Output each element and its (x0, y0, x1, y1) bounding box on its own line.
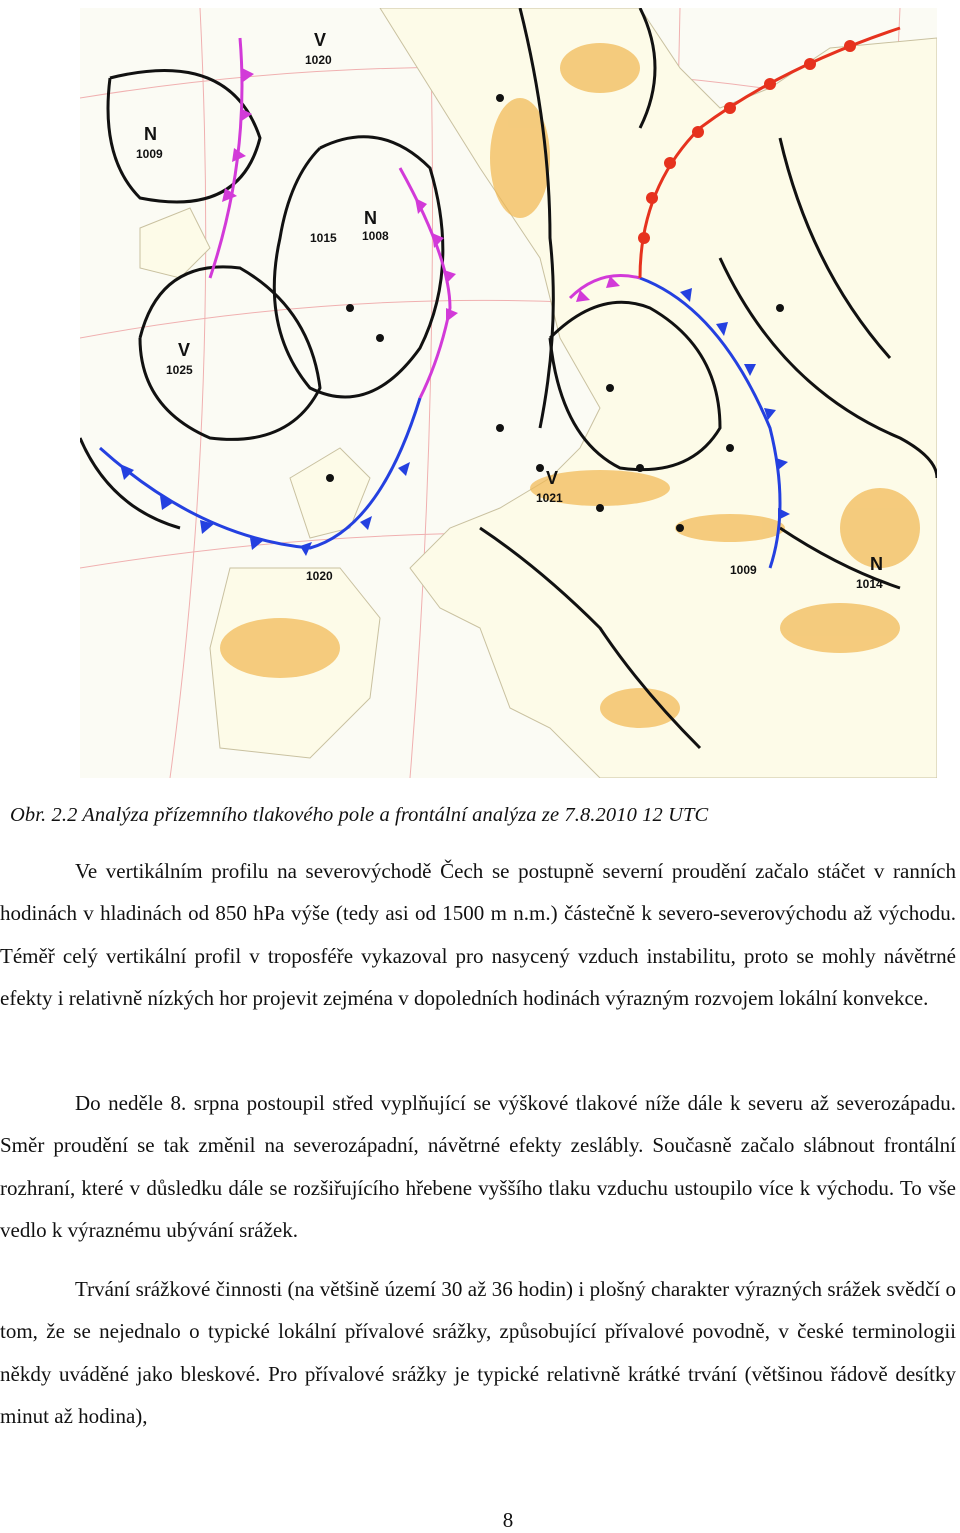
paragraph (0, 1268, 956, 1438)
pressure-label: 1009 (136, 147, 163, 161)
pressure-label: 1015 (310, 231, 337, 245)
pressure-label: 1021 (536, 491, 563, 505)
weather-map-figure (80, 8, 937, 778)
paragraph (0, 1082, 956, 1252)
pressure-label: 1014 (856, 577, 883, 591)
page-number: 8 (502, 1508, 514, 1532)
pressure-label: 1008 (362, 229, 389, 243)
pressure-label: 1020 (305, 53, 332, 67)
center-letter: N (870, 554, 883, 574)
center-letter: V (314, 30, 327, 50)
center-letter: V (546, 468, 559, 488)
figure-caption: Obr. 2.2 Analýza přízemního tlakového pole a frontální analýza ze 7.8.2010 12 UTC (10, 804, 709, 826)
weather-map (80, 8, 937, 778)
pressure-label: 1020 (306, 569, 333, 583)
paragraph-text: Trvání srážkové činnosti (na většině území 30 až 36 hodin) i plošný charakter výrazných srážek svědčí o tom, že se nejednalo o typické lokální přívalové srážky, způsobující přívalové povodně, v české terminologii někdy uváděné jako bleskové. Pro přívalové srážky je typické relativně krátké trvání (většinou řádově desítky minut až hodina), (0, 1277, 956, 1429)
paragraph (0, 850, 956, 1020)
center-letter: N (364, 208, 377, 228)
pressure-label: 1009 (730, 563, 757, 577)
center-letter: V (178, 340, 191, 360)
pressure-label: 1025 (166, 363, 193, 377)
center-letter: N (144, 124, 157, 144)
paragraph-text: Do neděle 8. srpna postoupil střed vyplňující se výškové tlakové níže dále k severu až severozápadu. Směr proudění se tak změnil na severozápadní, návětrné efekty zeslábly. Současně začalo slábnout frontální rozhraní, které v důsledku dále se rozšiřujícího hřebene vyššího tlaku vzduchu ustoupilo více k východu. To vše vedlo k výraznému ubývání srážek. (0, 1091, 956, 1243)
paragraph-text: Ve vertikálním profilu na severovýchodě Čech se postupně severní proudění začalo stáčet v ranních hodinách v hladinách od 850 hPa výše (tedy asi od 1500 m n.m.) částečně k severo-severovýchodu až východu. Téměř celý vertikální profil v troposféře vykazoval pro nasycený vzduch instabilitu, proto se mohly návětrné efekty i relativně nízkých hor projevit zejména v dopoledních hodinách výrazným rozvojem lokální konvekce. (0, 859, 956, 1011)
